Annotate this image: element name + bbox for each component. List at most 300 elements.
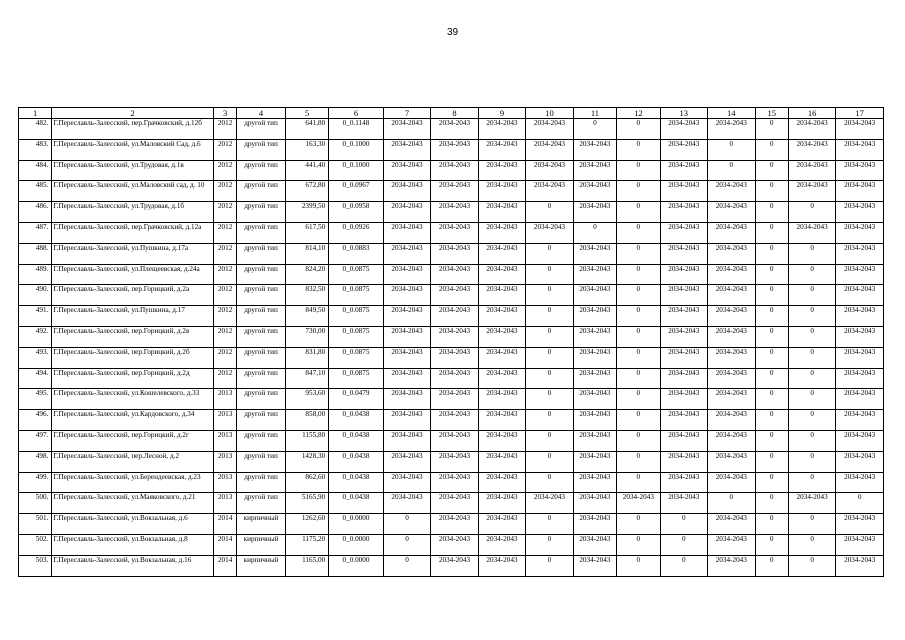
table-cell: 2034-2043 [573,285,616,306]
table-cell: 2034-2043 [708,306,755,327]
column-header: 8 [431,108,478,119]
table-cell: 2034-2043 [660,368,707,389]
table-cell: 953,60 [285,389,328,410]
table-cell: 2034-2043 [383,222,430,243]
table-cell: 0 [617,222,660,243]
table-cell: 2013 [214,430,237,451]
table-cell: 0_0.0438 [329,410,384,431]
table-cell: кирпичный [237,555,286,576]
table-row [19,264,884,285]
table-cell: 0 [755,368,788,389]
table-cell: 2014 [214,514,237,535]
table-cell: 0 [526,326,573,347]
table-cell: Г.Переславль-Залесский, ул.Маловский сад, д. 10 [52,181,214,202]
table-cell: 0 [660,534,707,555]
table-cell: Г.Переславль-Залесский, ул.Плещеевская, д.24а [52,264,214,285]
table-cell: 2034-2043 [660,202,707,223]
table-cell: 2034-2043 [788,160,835,181]
table-cell: 0 [788,389,835,410]
table-row [19,430,884,451]
table-cell: 2034-2043 [478,472,525,493]
table-cell: Г.Переславль-Залесский, пер.Горицкий, д.2г [52,430,214,451]
table-cell: 2012 [214,181,237,202]
table-cell: 2012 [214,285,237,306]
table-cell: 2034-2043 [573,139,616,160]
table-cell: 2034-2043 [836,555,884,576]
table-cell: 0 [617,202,660,223]
column-header: 12 [617,108,660,119]
table-cell: 0_0.0875 [329,368,384,389]
table-cell: 2034-2043 [836,160,884,181]
table-row [19,306,884,327]
table-cell: 2034-2043 [660,389,707,410]
table-cell: 2034-2043 [478,410,525,431]
table-cell: 0 [708,493,755,514]
table-cell: 0 [755,430,788,451]
table-cell: 2034-2043 [836,285,884,306]
table-cell: 2034-2043 [708,368,755,389]
table-cell: 0 [755,555,788,576]
table-cell: 0 [617,430,660,451]
table-cell: 2034-2043 [478,222,525,243]
table-cell: 2034-2043 [708,430,755,451]
table-cell: 2034-2043 [660,451,707,472]
table-cell: 672,80 [285,181,328,202]
table-cell: 2034-2043 [478,430,525,451]
table-cell: 2014 [214,555,237,576]
table-cell: 0 [526,410,573,431]
table-cell: 831,80 [285,347,328,368]
table-cell: 2034-2043 [708,119,755,140]
table-cell: 2034-2043 [836,410,884,431]
table-cell: 2034-2043 [660,306,707,327]
table-cell: 2034-2043 [836,430,884,451]
table-cell: 0 [617,264,660,285]
table-cell: другой тип [237,119,286,140]
table-row [19,555,884,576]
table-cell: 0 [526,472,573,493]
table-cell: 2034-2043 [573,430,616,451]
table-cell: 0_0.0875 [329,306,384,327]
table-cell: 0 [617,119,660,140]
table-cell: 2034-2043 [383,389,430,410]
table-cell: 2034-2043 [660,326,707,347]
table-cell: 0 [755,347,788,368]
table-cell: 0 [755,119,788,140]
table-cell: 2034-2043 [836,389,884,410]
table-cell: 2034-2043 [431,119,478,140]
table-cell: 1262,60 [285,514,328,535]
table-cell: 2034-2043 [383,202,430,223]
table-cell: 0 [617,368,660,389]
table-cell: 0 [755,306,788,327]
table-cell: 2034-2043 [431,202,478,223]
table-cell: 2012 [214,368,237,389]
table-cell: 0_0.0438 [329,430,384,451]
table-cell: 2034-2043 [431,555,478,576]
table-cell: 2034-2043 [431,347,478,368]
page-number: 39 [446,27,459,38]
table-row [19,160,884,181]
table-cell: 2399,50 [285,202,328,223]
table-cell: 2034-2043 [431,160,478,181]
table-row [19,451,884,472]
table-cell: другой тип [237,410,286,431]
table-cell: 0 [788,368,835,389]
table-cell: 862,60 [285,472,328,493]
table-cell: 0 [526,243,573,264]
table-cell: Г.Переславль-Залесский, пер.Грачковский, д.12а [52,222,214,243]
table-cell: Г.Переславль-Залесский, ул.Вокзальная, д.8 [52,534,214,555]
table-cell: Г.Переславль-Залесский, ул.Кардовского, д.34 [52,410,214,431]
table-cell: 0 [526,306,573,327]
table-row [19,472,884,493]
table-cell: другой тип [237,243,286,264]
table-cell: 0 [617,389,660,410]
table-cell: 484. [19,160,52,181]
table-cell: 499. [19,472,52,493]
housing-table [18,107,884,577]
table-cell: 2034-2043 [526,119,573,140]
table-cell: 0_0.0883 [329,243,384,264]
table-cell: Г.Переславль-Залесский, ул.Вокзальная, д.6 [52,514,214,535]
table-cell: 2034-2043 [617,493,660,514]
table-cell: другой тип [237,202,286,223]
table-cell: другой тип [237,430,286,451]
table-cell: 2034-2043 [431,306,478,327]
table-cell: 0 [755,326,788,347]
table-cell: 0 [617,410,660,431]
table-cell: 0 [755,514,788,535]
table-cell: 0_0.0967 [329,181,384,202]
table-cell: 2034-2043 [573,306,616,327]
table-cell: 0 [526,534,573,555]
table-cell: 0 [788,430,835,451]
table-cell: 494. [19,368,52,389]
table-cell: 0 [526,285,573,306]
table-cell: 0 [383,514,430,535]
table-cell: 2034-2043 [431,368,478,389]
table-cell: 2034-2043 [788,222,835,243]
table-cell: 2012 [214,264,237,285]
table-cell: 2034-2043 [573,555,616,576]
table-cell: 2034-2043 [383,160,430,181]
table-cell: 2034-2043 [573,451,616,472]
table-cell: 0 [617,555,660,576]
table-cell: 2034-2043 [836,306,884,327]
table-cell: 502. [19,534,52,555]
table-cell: 2034-2043 [383,326,430,347]
table-cell: 2034-2043 [431,534,478,555]
table-cell: 0 [526,430,573,451]
table-cell: 2012 [214,202,237,223]
table-cell: 2034-2043 [836,514,884,535]
table-cell: 2034-2043 [431,222,478,243]
table-cell: кирпичный [237,534,286,555]
table-cell: 847,10 [285,368,328,389]
table-cell: 0 [617,243,660,264]
table-cell: Г.Переславль-Залесский, ул.Пушкина, д.17а [52,243,214,264]
table-row [19,326,884,347]
table-cell: 2034-2043 [573,243,616,264]
table-cell: 2034-2043 [836,368,884,389]
table-cell: 2034-2043 [431,389,478,410]
table-cell: 2034-2043 [708,264,755,285]
table-cell: 2012 [214,222,237,243]
table-cell: Г.Переславль-Залесский, пер.Лесной, д.2 [52,451,214,472]
table-cell: 2034-2043 [708,534,755,555]
table-cell: 2034-2043 [383,472,430,493]
table-cell: 2034-2043 [660,119,707,140]
table-cell: Г.Переславль-Залесский, ул.Пушкина, д.17 [52,306,214,327]
table-cell: 0_0.0000 [329,514,384,535]
table-cell: 0_0.1000 [329,139,384,160]
table-cell: 2034-2043 [708,555,755,576]
table-cell: 2034-2043 [708,472,755,493]
table-cell: 2034-2043 [836,534,884,555]
table-cell: 2034-2043 [708,243,755,264]
table-cell: 2034-2043 [573,202,616,223]
table-row [19,347,884,368]
table-cell: 2034-2043 [573,472,616,493]
table-cell: 832,50 [285,285,328,306]
table-cell: 5165,90 [285,493,328,514]
table-cell: другой тип [237,451,286,472]
table-cell: 0 [755,389,788,410]
table-cell: 2034-2043 [383,181,430,202]
table-cell: 0 [526,202,573,223]
table-cell: 2034-2043 [431,243,478,264]
table-cell: 2034-2043 [478,493,525,514]
table-cell: 2034-2043 [478,160,525,181]
table-cell: 0_0.0438 [329,493,384,514]
table-cell: 0 [755,264,788,285]
table-cell: другой тип [237,285,286,306]
table-cell: 2034-2043 [788,493,835,514]
table-cell: 0 [755,202,788,223]
table-cell: 497. [19,430,52,451]
table-cell: 0 [755,493,788,514]
table-cell: 0 [708,160,755,181]
table-cell: 2012 [214,347,237,368]
table-cell: 0 [755,285,788,306]
table-cell: другой тип [237,389,286,410]
table-cell: другой тип [237,326,286,347]
table-cell: Г.Переславль-Залесский, ул.Вокзальная, д.16 [52,555,214,576]
table-cell: 2034-2043 [383,347,430,368]
table-cell: 2034-2043 [383,493,430,514]
table-cell: кирпичный [237,514,286,535]
table-cell: 0_0.1148 [329,119,384,140]
table-cell: 2034-2043 [708,326,755,347]
table-cell: 2034-2043 [526,493,573,514]
table-cell: 0 [383,534,430,555]
table-cell: 0 [788,410,835,431]
table-cell: 498. [19,451,52,472]
table-cell: другой тип [237,347,286,368]
column-header: 16 [788,108,835,119]
table-cell: 2034-2043 [836,347,884,368]
table-cell: другой тип [237,160,286,181]
column-header: 15 [755,108,788,119]
table-cell: 0 [617,326,660,347]
table-cell: 0 [526,555,573,576]
table-cell: 2034-2043 [478,514,525,535]
table-cell: Г.Переславль-Залесский, ул.Маловский Сад, д.6 [52,139,214,160]
table-cell: Г.Переславль-Залесский, пер.Горицкий, д.2в [52,326,214,347]
table-cell: 2034-2043 [383,306,430,327]
table-cell: 2013 [214,410,237,431]
table-cell: Г.Переславль-Залесский, пер.Горицкий, д.2а [52,285,214,306]
table-cell: 0 [526,514,573,535]
table-cell: 0 [788,555,835,576]
table-cell: 0 [755,534,788,555]
table-cell: 2034-2043 [836,472,884,493]
table-cell: 2034-2043 [383,430,430,451]
table-cell: 2034-2043 [836,264,884,285]
table-cell: 2034-2043 [660,181,707,202]
table-cell: 2034-2043 [431,410,478,431]
table-cell: 2034-2043 [788,181,835,202]
table-cell: 2034-2043 [478,368,525,389]
table-cell: 1155,80 [285,430,328,451]
table-cell: другой тип [237,139,286,160]
table-row [19,222,884,243]
table-cell: 2034-2043 [573,514,616,535]
table-cell: 0 [755,451,788,472]
table-cell: другой тип [237,264,286,285]
table-cell: 0 [617,160,660,181]
table-cell: 814,10 [285,243,328,264]
column-header: 5 [285,108,328,119]
table-cell: 2034-2043 [431,264,478,285]
table-cell: 0 [526,264,573,285]
table-cell: 2034-2043 [478,243,525,264]
column-header: 3 [214,108,237,119]
column-header: 17 [836,108,884,119]
table-cell: 2034-2043 [660,493,707,514]
table-cell: 495. [19,389,52,410]
table-cell: 501. [19,514,52,535]
table-cell: 2034-2043 [526,160,573,181]
table-row [19,285,884,306]
table-cell: 0 [755,181,788,202]
table-cell: 0_0.0438 [329,451,384,472]
column-header: 10 [526,108,573,119]
table-cell: 2034-2043 [383,285,430,306]
column-header: 9 [478,108,525,119]
table-cell: другой тип [237,306,286,327]
table-cell: 0 [526,389,573,410]
table-cell: 2034-2043 [836,202,884,223]
column-header: 7 [383,108,430,119]
table-cell: 2034-2043 [573,347,616,368]
table-cell: 2034-2043 [431,514,478,535]
table-cell: 0 [788,285,835,306]
table-cell: 2034-2043 [573,534,616,555]
table-cell: Г.Переславль-Залесский, пер.Грачковский, д.12б [52,119,214,140]
table-cell: 2034-2043 [788,119,835,140]
table-cell: 0_0.0875 [329,347,384,368]
table-cell: 2034-2043 [708,202,755,223]
table-cell: 2034-2043 [526,139,573,160]
table-cell: 0 [755,160,788,181]
table-cell: 0 [788,326,835,347]
table-cell: Г.Переславль-Залесский, ул.Трудовая, д.1б [52,202,214,223]
table-cell: 2034-2043 [526,181,573,202]
table-cell: 1165,00 [285,555,328,576]
table-cell: 730,00 [285,326,328,347]
table-cell: 2012 [214,119,237,140]
table-cell: 503. [19,555,52,576]
table-cell: 2012 [214,243,237,264]
table-cell: 0_0.0926 [329,222,384,243]
column-header: 14 [708,108,755,119]
table-cell: 2034-2043 [708,514,755,535]
table-cell: 0 [617,347,660,368]
table-cell: 163,30 [285,139,328,160]
table-cell: 2034-2043 [478,264,525,285]
table-row [19,202,884,223]
table-row [19,139,884,160]
table-cell: 2034-2043 [431,472,478,493]
table-cell: 490. [19,285,52,306]
table-cell: 0 [788,306,835,327]
table-cell: 2034-2043 [708,285,755,306]
table-cell: 2034-2043 [478,119,525,140]
table-cell: 2034-2043 [478,451,525,472]
table-cell: другой тип [237,181,286,202]
table-cell: 0_0.1000 [329,160,384,181]
table-cell: 2034-2043 [478,181,525,202]
table-cell: 2034-2043 [478,202,525,223]
table-row [19,119,884,140]
table-cell: 482. [19,119,52,140]
table-cell: 0 [788,243,835,264]
table-cell: 0 [836,493,884,514]
table-cell: 2034-2043 [478,326,525,347]
table-cell: 0_0.0000 [329,555,384,576]
table-cell: 2034-2043 [660,264,707,285]
table-cell: 2013 [214,389,237,410]
table-cell: 2034-2043 [383,243,430,264]
table-cell: 2012 [214,326,237,347]
table-cell: 0 [526,347,573,368]
table-cell: 2034-2043 [526,222,573,243]
table-row [19,410,884,431]
table-cell: 2034-2043 [708,222,755,243]
table-cell: 641,80 [285,119,328,140]
table-cell: Г.Переславль-Залесский, ул.Маяковского, д.21 [52,493,214,514]
column-header: 6 [329,108,384,119]
table-cell: 2034-2043 [383,451,430,472]
table-cell: 0 [755,243,788,264]
table-cell: 0 [383,555,430,576]
table-cell: другой тип [237,368,286,389]
table-cell: 2034-2043 [708,181,755,202]
table-cell: 0 [788,202,835,223]
table-cell: 0 [617,306,660,327]
table-cell: 0 [708,139,755,160]
table-cell: 2034-2043 [573,493,616,514]
table-cell: 2034-2043 [708,389,755,410]
column-header: 2 [52,108,214,119]
table-cell: 0 [526,451,573,472]
table-cell: 2034-2043 [573,264,616,285]
table-cell: 493. [19,347,52,368]
table-cell: 2013 [214,472,237,493]
table-cell: 2034-2043 [383,410,430,431]
